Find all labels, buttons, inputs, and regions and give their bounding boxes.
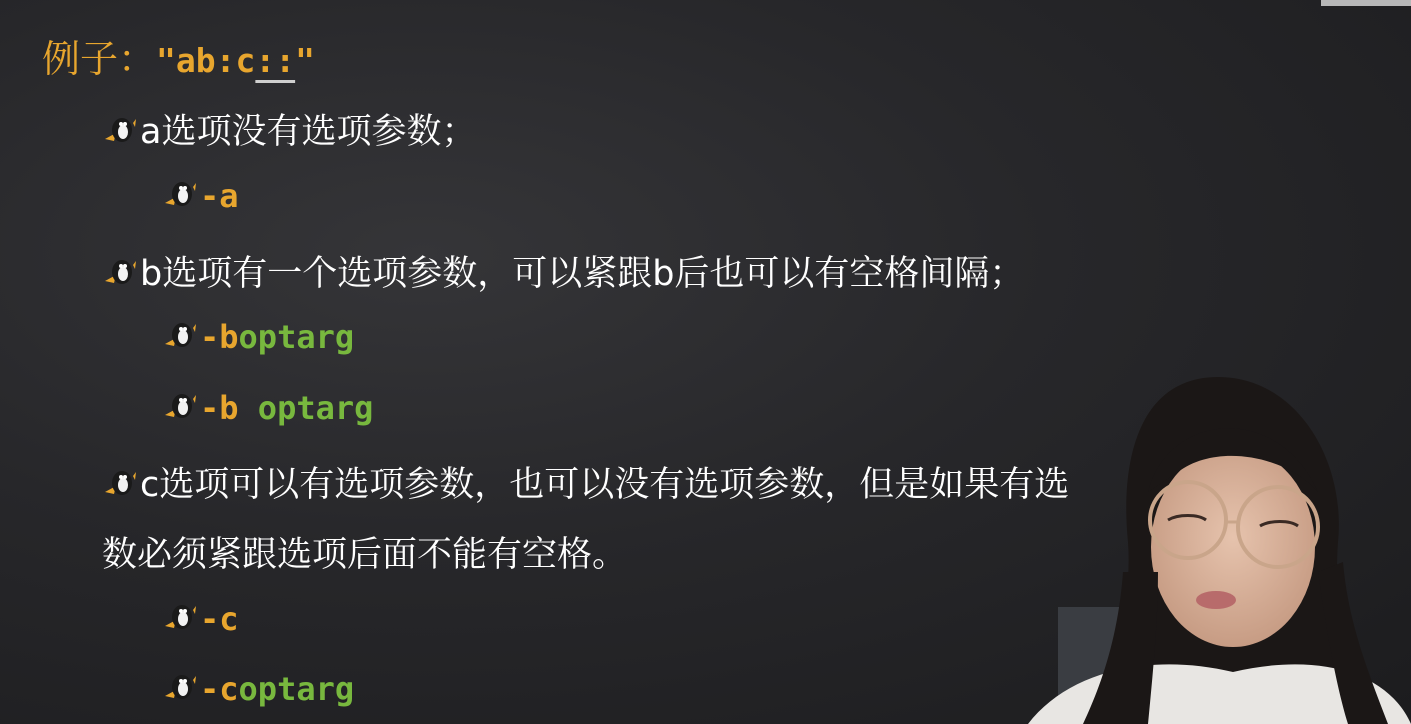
title-code-underlined: ::: [255, 41, 296, 80]
slide-title: [42, 28, 315, 83]
penguin-icon: [162, 672, 198, 702]
code-option: -c: [200, 600, 239, 638]
penguin-icon: [162, 391, 198, 421]
bullet-text: a选项没有选项参数；: [140, 112, 477, 152]
title-code-open: "ab:c: [156, 41, 256, 80]
code-item: [162, 318, 354, 356]
penguin-icon: [102, 257, 138, 287]
code-option: -b: [200, 318, 239, 356]
code-argument: optarg: [238, 389, 374, 427]
code-item: [162, 600, 239, 638]
top-right-logo-fragment: [1316, 0, 1411, 8]
code-option: -c: [200, 670, 239, 708]
code-argument: optarg: [238, 318, 355, 356]
bullet-text: b选项有一个选项参数，可以紧跟b后也可以有空格间隔；: [140, 254, 1025, 294]
penguin-icon: [162, 179, 198, 209]
penguin-icon: [102, 115, 138, 145]
penguin-icon: [102, 468, 138, 498]
code-option: -b: [200, 389, 239, 427]
code-option: -a: [200, 177, 239, 215]
penguin-icon: [162, 320, 198, 350]
code-item: [162, 670, 354, 708]
bullet-b-description: [102, 246, 1024, 296]
bullet-c-description: [102, 457, 1069, 507]
bullet-c-continuation: [102, 527, 627, 577]
title-prefix: 例子：: [42, 37, 157, 81]
bullet-text: 数必须紧跟选项后面不能有空格。: [102, 535, 628, 575]
code-argument: optarg: [238, 670, 355, 708]
code-item: [162, 177, 239, 215]
code-item: [162, 389, 373, 427]
bullet-a-description: [102, 104, 476, 154]
penguin-icon: [162, 602, 198, 632]
title-code-close: ": [295, 41, 315, 80]
presenter-video: [1028, 372, 1411, 724]
bullet-text: c选项可以有选项参数，也可以没有选项参数，但是如果有选: [140, 465, 1070, 505]
presenter-webcam-overlay: [1028, 372, 1411, 724]
